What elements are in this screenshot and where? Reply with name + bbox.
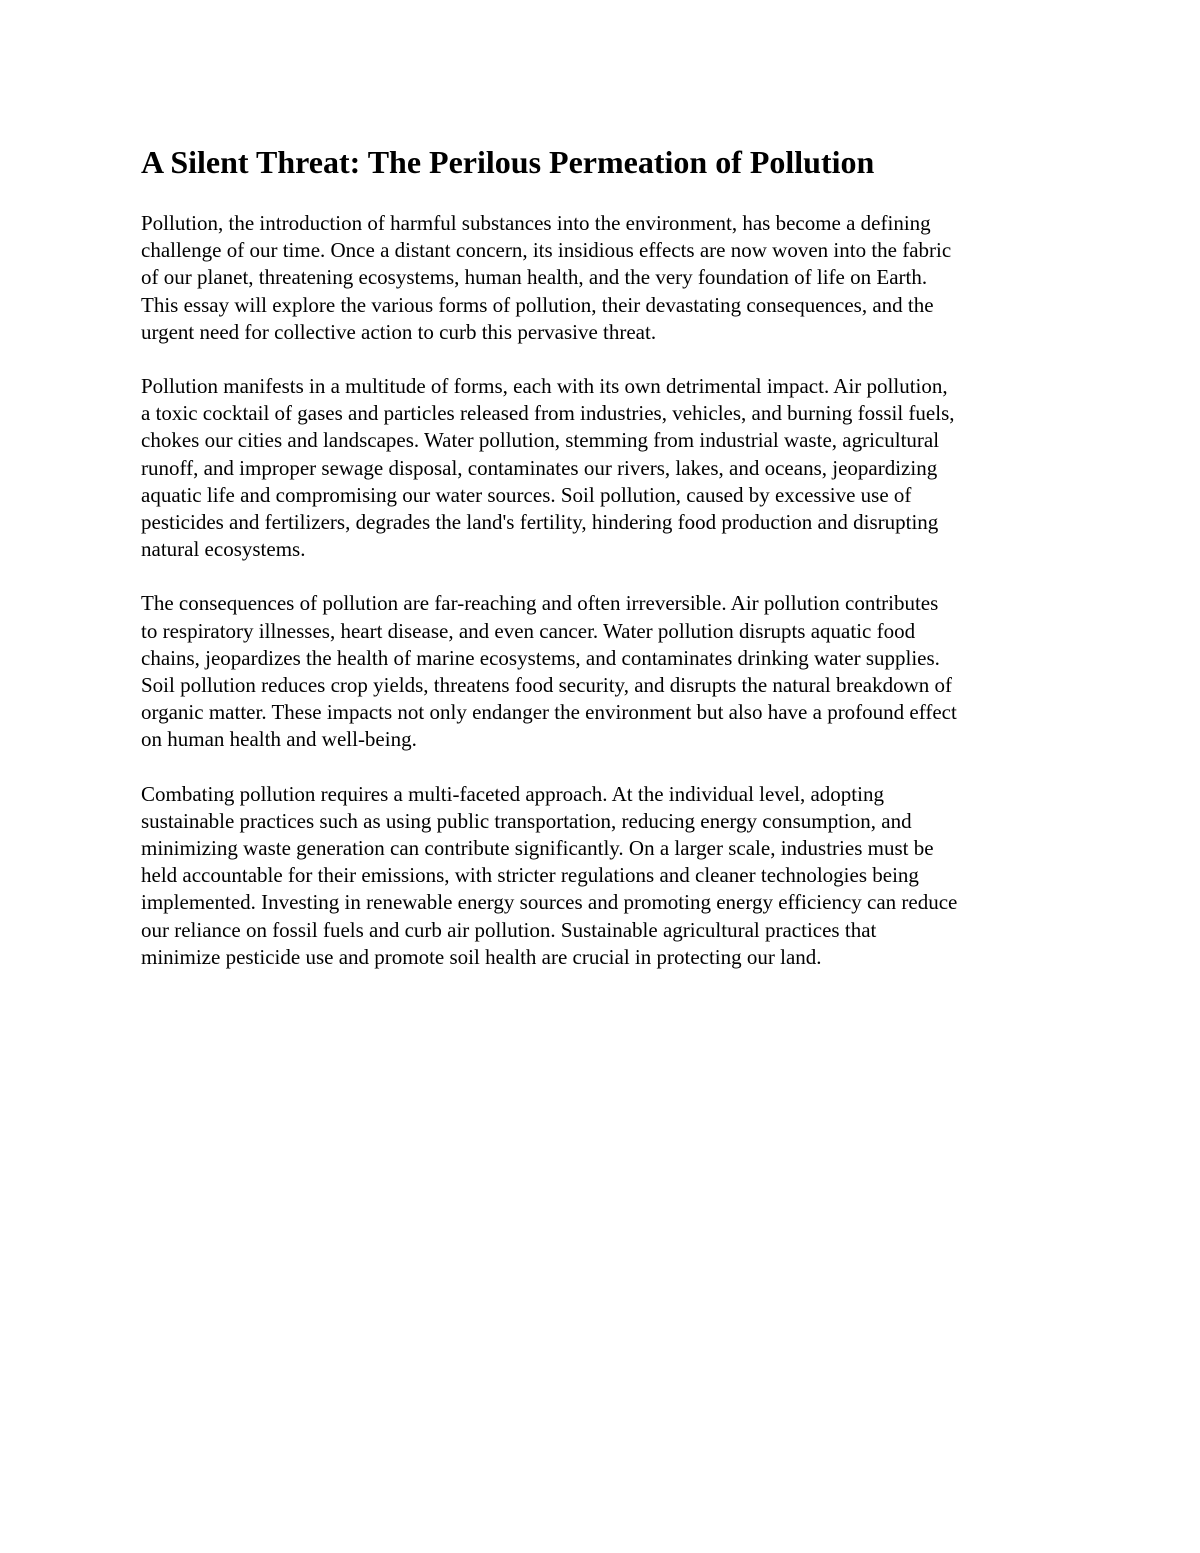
document-body [141, 210, 1066, 971]
paragraph-line: aquatic life and compromising our water sources. Soil pollution, caused by excessive use of [141, 482, 912, 507]
paragraph-line: Pollution, the introduction of harmful substances into the environment, has become a defining [141, 211, 931, 235]
paragraph-line: to respiratory illnesses, heart disease, and even cancer. Water pollution disrupts aquatic food [141, 618, 916, 643]
paragraph-line: Pollution manifests in a multitude of forms, each with its own detrimental impact. Air pollution, [141, 374, 948, 399]
paragraph-consequences [141, 590, 1066, 753]
document-title: A Silent Threat: The Perilous Permeation of Pollution [141, 144, 875, 180]
paragraph-line: our reliance on fossil fuels and curb air pollution. Sustainable agricultural practices that [141, 917, 877, 942]
paragraph-line: This essay will explore the various forms of pollution, their devastating consequences, and the [141, 292, 934, 317]
paragraph-introduction [141, 210, 1066, 346]
paragraph-line: minimizing waste generation can contribute significantly. On a larger scale, industries must be [141, 836, 934, 861]
paragraph-line: Combating pollution requires a multi-faceted approach. At the individual level, adopting [141, 781, 884, 806]
paragraph-line: implemented. Investing in renewable energy sources and promoting energy efficiency can reduce [141, 890, 958, 915]
paragraph-line: pesticides and fertilizers, degrades the land's fertility, hindering food production and disrupting [141, 510, 939, 535]
paragraph-line: on human health and well-being. [141, 727, 417, 752]
paragraph-line: sustainable practices such as using public transportation, reducing energy consumption, and [141, 808, 912, 833]
document-content [141, 142, 1066, 998]
paragraph-line: chokes our cities and landscapes. Water pollution, stemming from industrial waste, agricultural [141, 428, 940, 453]
paragraph-combating-pollution [141, 781, 1066, 971]
paragraph-line: Soil pollution reduces crop yields, threatens food security, and disrupts the natural breakdown of [141, 673, 953, 698]
paragraph-line: natural ecosystems. [141, 537, 306, 562]
paragraph-line: organic matter. These impacts not only endanger the environment but also have a profound effect [141, 700, 957, 725]
paragraph-forms-of-pollution [141, 373, 1066, 563]
paragraph-line: urgent need for collective action to curb this pervasive threat. [141, 319, 657, 344]
paragraph-line: minimize pesticide use and promote soil health are crucial in protecting our land. [141, 944, 822, 969]
paragraph-line: chains, jeopardizes the health of marine ecosystems, and contaminates drinking water supplies. [141, 645, 940, 670]
paragraph-line: The consequences of pollution are far-reaching and often irreversible. Air pollution contributes [141, 591, 939, 616]
paragraph-line: held accountable for their emissions, with stricter regulations and cleaner technologies being [141, 863, 919, 888]
paragraph-line: of our planet, threatening ecosystems, human health, and the very foundation of life on Earth. [141, 265, 928, 290]
paragraph-line: challenge of our time. Once a distant concern, its insidious effects are now woven into the fabric [141, 238, 952, 263]
paragraph-line: a toxic cocktail of gases and particles released from industries, vehicles, and burning fossil fuels, [141, 401, 955, 426]
paragraph-line: runoff, and improper sewage disposal, contaminates our rivers, lakes, and oceans, jeopardizing [141, 455, 938, 480]
